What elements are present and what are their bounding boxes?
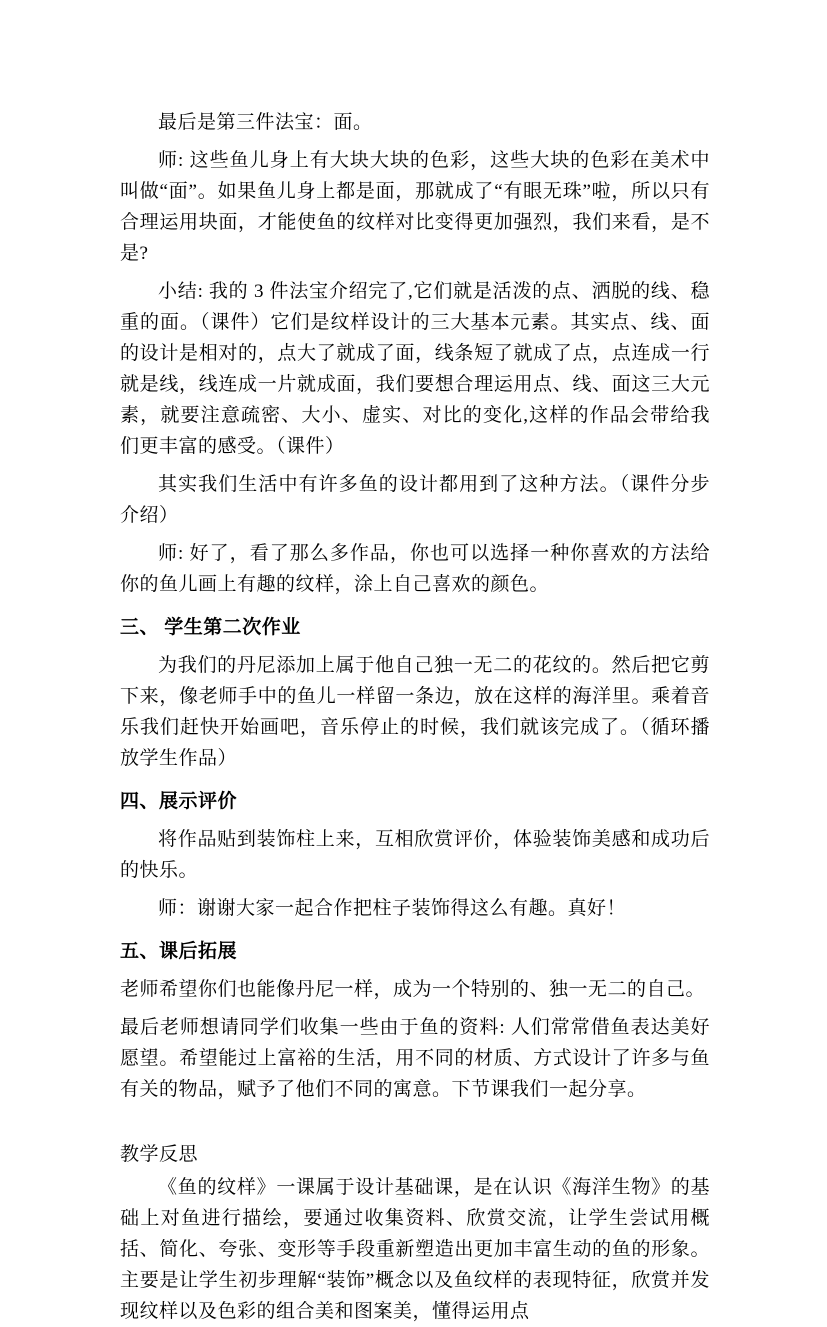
paragraph-teacher-thanks: 师：谢谢大家一起合作把柱子装饰得这么有趣。真好！	[158, 898, 627, 919]
paragraph-summary-three-elements: 小结: 我的 3 件法宝介绍完了,它们就是活泼的点、洒脱的线、稳重的面。（课件）它们是纹样设计的三大基本元素。其实点、线、面的设计是相对的，点大了就成了面，线条短了就成了点，点连成一行就是线，线连成一片就成面，我们要想合理运用点、线、面这三大元素，就要注意疏密、大小、虚实、对比的变化,这样的作品会带给我们更丰富的感受。（课件）	[120, 281, 710, 457]
section-heading-after-class-extension: 五、课后拓展	[120, 941, 238, 962]
paragraph-teacher-mian: 师: 这些鱼儿身上有大块大块的色彩，这些大块的色彩在美术中叫做“面”。如果鱼儿身上都是面，那就成了“有眼无珠”啦，所以只有合理运用块面，才能使鱼的纹样对比变得更加强烈，我们来看，是不是?	[120, 150, 710, 264]
paragraph-life-fish-design: 其实我们生活中有许多鱼的设计都用到了这种方法。（课件分步介绍）	[120, 474, 710, 526]
paragraph-collect-fish-materials: 最后老师想请同学们收集一些由于鱼的资料: 人们常常借鱼表达美好愿望。希望能过上富裕的生活，用不同的材质、方式设计了许多与鱼有关的物品，赋予了他们不同的寓意。下节课我们一起分享。	[120, 1017, 710, 1100]
paragraph-treasure-three: 最后是第三件法宝：面。	[158, 112, 373, 133]
section-heading-student-second-assignment: 三、 学生第二次作业	[120, 617, 301, 638]
section-heading-display-evaluation: 四、展示评价	[120, 791, 238, 812]
paragraph-teaching-reflection: 《鱼的纹样》一课属于设计基础课，是在认识《海洋生物》的基础上对鱼进行描绘，要通过收集资料、欣赏交流，让学生尝试用概括、简化、夸张、变形等手段重新塑造出更加丰富生动的鱼的形象。主要是让学生初步理解“装饰”概念以及鱼纹样的表现特征，欣赏并发现纹样以及色彩的组合美和图案美，懂得运用点	[120, 1177, 710, 1322]
reflection-title: 教学反思	[120, 1144, 199, 1165]
paragraph-danny-pattern: 为我们的丹尼添加上属于他自己独一无二的花纹的。然后把它剪下来，像老师手中的鱼儿一样留一条边，放在这样的海洋里。乘着音乐我们赶快开始画吧，音乐停止的时候，我们就该完成了。（循环播放学生作品）	[120, 655, 710, 769]
document-body	[120, 107, 710, 1327]
paragraph-paste-works: 将作品贴到装饰柱上来，互相欣赏评价，体验装饰美感和成功后的快乐。	[120, 829, 710, 881]
paragraph-teacher-choose-method: 师: 好了，看了那么多作品，你也可以选择一种你喜欢的方法给你的鱼儿画上有趣的纹样，涂上自己喜欢的颜色。	[120, 543, 710, 595]
paragraph-be-unique: 老师希望你们也能像丹尼一样，成为一个特别的、独一无二的自己。	[120, 979, 706, 1000]
